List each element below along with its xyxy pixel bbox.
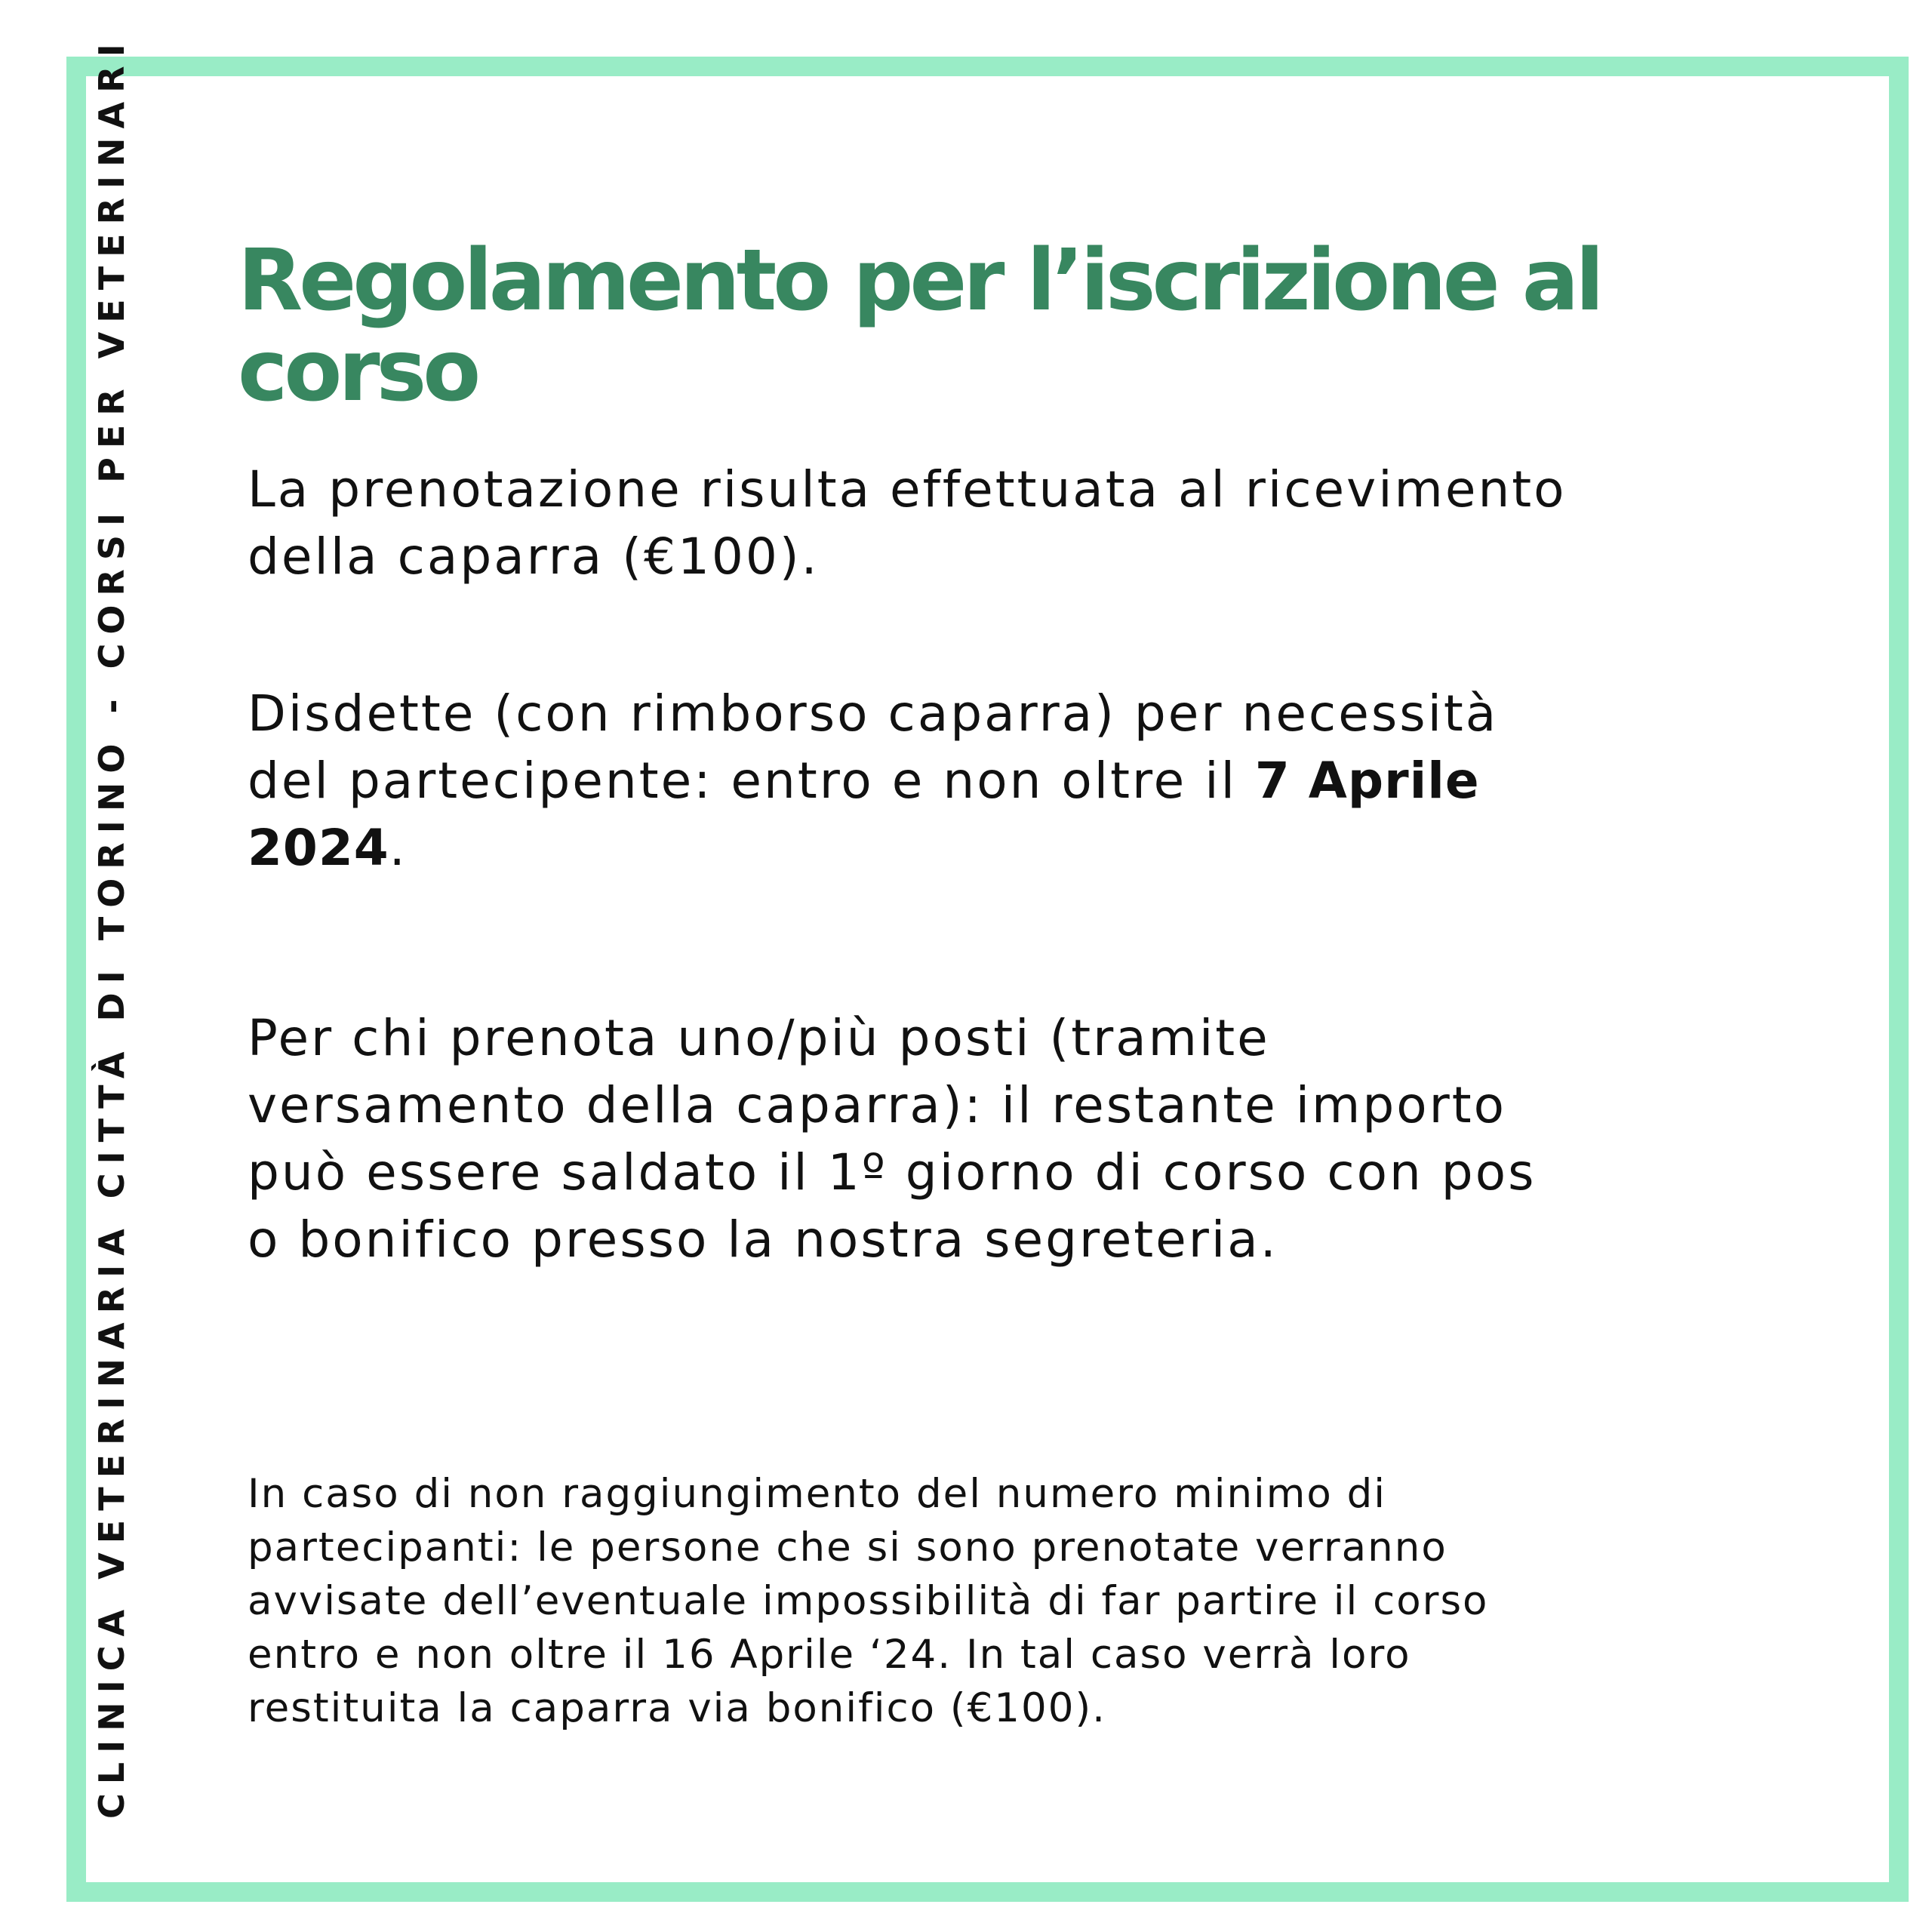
cancellation-text: Disdette (con rimborso caparra) per necessità del partecipente: entro e non oltre il: [248, 685, 1499, 810]
payment-paragraph: Per chi prenota uno/più posti (tramite versamento della caparra): il restante importo può essere saldato il 1º giorno di corso con pos o bonifico presso la nostra segreteria.: [248, 1009, 1537, 1269]
minimum-participants-paragraph: In caso di non raggiungimento del numero minimo di partecipanti: le persone che si sono prenotate verranno avvisate dell’eventuale impossibilità di far partire il corso entro e non oltre il 16 Aprile ‘24. In tal caso verrà loro restituita la caparra via bonifico (€100).: [248, 1471, 1489, 1731]
cancellation-period: .: [389, 819, 408, 877]
cancellation-paragraph: [248, 680, 1576, 881]
vertical-side-label: CLINICA VETERINARIA CITTÀ DI TORINO - CORSI PER VETERINARI: [91, 35, 132, 1819]
page-title: Regolamento per l’iscrizione al corso: [238, 232, 1601, 420]
booking-paragraph: La prenotazione risulta effettuata al ricevimento della caparra (€100).: [248, 460, 1567, 586]
cancellation-deadline: 7 Aprile 2024: [248, 752, 1480, 877]
